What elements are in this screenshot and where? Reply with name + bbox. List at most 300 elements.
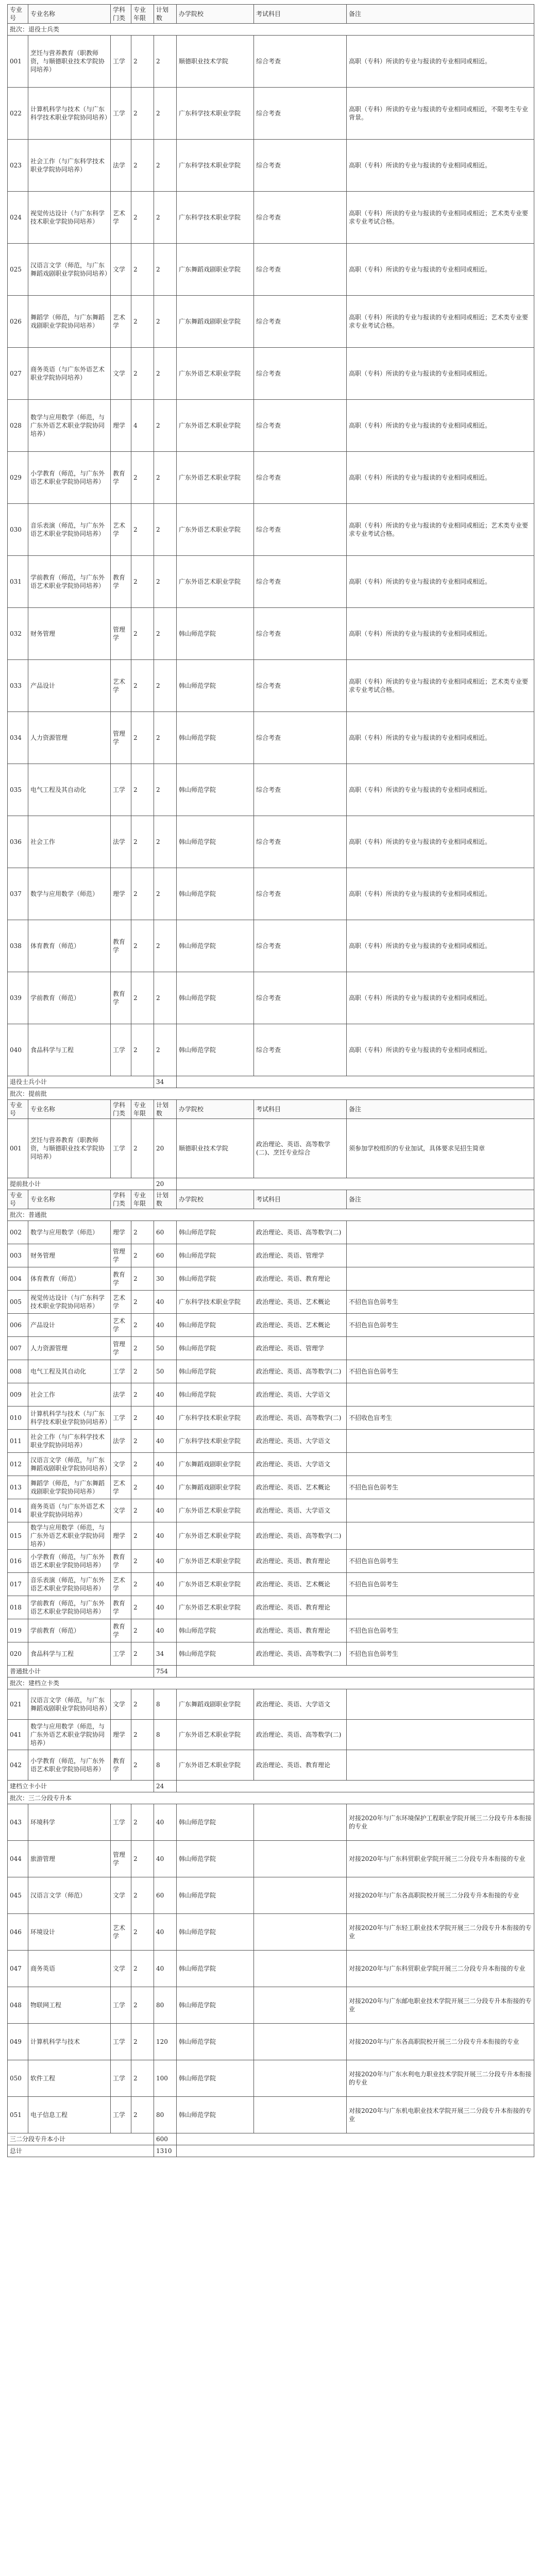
cell-duration: 2 <box>131 88 154 140</box>
cell-notes: 高职（专科）所读的专业与报读的专业相同或相近。 <box>347 452 534 504</box>
cell-school: 顺德职业技术学院 <box>177 36 254 88</box>
cell-category: 法学 <box>111 1383 131 1406</box>
cell-category: 管理学 <box>111 712 131 764</box>
table-row <box>8 1720 534 1750</box>
cell-exam: 综合考查 <box>254 816 347 868</box>
cell-plan: 2 <box>154 920 177 972</box>
grand-total <box>8 2145 534 2157</box>
cell-plan: 2 <box>154 608 177 660</box>
cell-school: 广东外语艺术职业学院 <box>177 348 254 400</box>
cell-category: 艺术学 <box>111 1314 131 1337</box>
cell-duration: 2 <box>131 1689 154 1720</box>
cell-exam: 政治理论、英语、艺术概论 <box>254 1314 347 1337</box>
cell-plan: 40 <box>154 1596 177 1619</box>
cell-code: 013 <box>8 1476 28 1499</box>
cell-plan: 60 <box>154 1221 177 1244</box>
cell-duration: 2 <box>131 1720 154 1750</box>
cell-exam: 政治理论、英语、艺术概论 <box>254 1476 347 1499</box>
cell-name: 旅游管理 <box>28 1841 111 1877</box>
table-row <box>8 816 534 868</box>
cell-exam: 综合考查 <box>254 920 347 972</box>
subtotal-regular <box>8 1666 534 1677</box>
cell-name: 商务英语（与广东外语艺术职业学院协同培养） <box>28 1499 111 1522</box>
cell-code: 039 <box>8 972 28 1024</box>
cell-duration: 2 <box>131 2097 154 2133</box>
table-row <box>8 192 534 244</box>
cell-plan: 30 <box>154 1267 177 1291</box>
cell-duration: 2 <box>131 244 154 296</box>
cell-exam: 政治理论、英语、大学语文 <box>254 1499 347 1522</box>
cell-school: 韩山师范学院 <box>177 972 254 1024</box>
subtotal-early-blank <box>177 1178 534 1190</box>
cell-notes: 不招色盲色弱考生 <box>347 1291 534 1314</box>
cell-school: 韩山师范学院 <box>177 1642 254 1666</box>
cell-exam: 政治理论、英语、高等数学(二) <box>254 1221 347 1244</box>
cell-notes: 高职（专科）所读的专业与报读的专业相同或相近。 <box>347 764 534 816</box>
cell-category: 工学 <box>111 1119 131 1178</box>
cell-plan: 2 <box>154 1024 177 1076</box>
table-row <box>8 1337 534 1360</box>
table-row <box>8 660 534 712</box>
cell-duration: 2 <box>131 868 154 920</box>
cell-duration: 2 <box>131 1804 154 1841</box>
table-row <box>8 1689 534 1720</box>
cell-duration: 2 <box>131 1750 154 1781</box>
cell-name: 社会工作（与广东科学技术职业学院协同培养） <box>28 1430 111 1453</box>
cell-plan: 2 <box>154 764 177 816</box>
cell-exam <box>254 1987 347 2024</box>
cell-plan: 20 <box>154 1119 177 1178</box>
cell-notes <box>347 1499 534 1522</box>
cell-exam <box>254 1877 347 1914</box>
cell-duration: 2 <box>131 1841 154 1877</box>
header-school: 办学院校 <box>177 5 254 24</box>
cell-duration: 2 <box>131 348 154 400</box>
table-row <box>8 1314 534 1337</box>
table-row <box>8 2060 534 2097</box>
cell-school: 韩山师范学院 <box>177 1337 254 1360</box>
subtotal-poverty-blank <box>177 1781 534 1792</box>
cell-school: 韩山师范学院 <box>177 1804 254 1841</box>
header-exam: 考试科目 <box>254 1190 347 1209</box>
header-school: 办学院校 <box>177 1190 254 1209</box>
header-notes: 备注 <box>347 1190 534 1209</box>
cell-exam: 政治理论、英语、教育理论 <box>254 1596 347 1619</box>
cell-duration: 2 <box>131 1291 154 1314</box>
table-row <box>8 2097 534 2133</box>
cell-school: 广东科学技术职业学院 <box>177 1430 254 1453</box>
cell-category: 管理学 <box>111 608 131 660</box>
cell-exam: 综合考查 <box>254 452 347 504</box>
cell-exam <box>254 1914 347 1951</box>
cell-duration: 2 <box>131 1337 154 1360</box>
cell-plan: 120 <box>154 2024 177 2060</box>
cell-notes: 对接2020年与广东科贸职业学院开展三二分段专升本衔接的专业 <box>347 1951 534 1987</box>
header-duration: 专业年限 <box>131 5 154 24</box>
cell-plan: 2 <box>154 36 177 88</box>
cell-school: 韩山师范学院 <box>177 712 254 764</box>
cell-code: 028 <box>8 400 28 452</box>
cell-code: 050 <box>8 2060 28 2097</box>
cell-school: 韩山师范学院 <box>177 1024 254 1076</box>
cell-plan: 40 <box>154 1804 177 1841</box>
cell-plan: 2 <box>154 556 177 608</box>
section-early-label: 批次：提前批 <box>8 1088 534 1100</box>
cell-code: 035 <box>8 764 28 816</box>
cell-notes: 不招色盲色弱考生 <box>347 1573 534 1596</box>
cell-category: 艺术学 <box>111 1291 131 1314</box>
cell-plan: 40 <box>154 1314 177 1337</box>
cell-category: 工学 <box>111 1024 131 1076</box>
cell-plan: 60 <box>154 1244 177 1267</box>
cell-exam: 政治理论、英语、教育理论 <box>254 1550 347 1573</box>
cell-duration: 2 <box>131 1619 154 1642</box>
cell-exam: 综合考查 <box>254 712 347 764</box>
cell-name: 学前教育（师范） <box>28 1619 111 1642</box>
cell-school: 韩山师范学院 <box>177 1951 254 1987</box>
cell-exam <box>254 1951 347 1987</box>
cell-category: 工学 <box>111 1406 131 1430</box>
cell-duration: 2 <box>131 1244 154 1267</box>
cell-notes: 对接2020年与广东机电职业技术学院开展三二分段专升本衔接的专业 <box>347 2097 534 2133</box>
cell-name: 计算机科学与技术（与广东科学技术职业学院协同培养） <box>28 88 111 140</box>
cell-name: 数学与应用数学（师范） <box>28 1221 111 1244</box>
cell-notes: 高职（专科）所读的专业与报读的专业相同或相近。 <box>347 556 534 608</box>
cell-category: 工学 <box>111 1987 131 2024</box>
cell-notes: 不招色盲色弱考生 <box>347 1642 534 1666</box>
header-code: 专业号 <box>8 1100 28 1119</box>
cell-plan: 8 <box>154 1750 177 1781</box>
table-row <box>8 1841 534 1877</box>
cell-school: 韩山师范学院 <box>177 1360 254 1383</box>
cell-plan: 40 <box>154 1619 177 1642</box>
cell-category: 法学 <box>111 1430 131 1453</box>
cell-school: 韩山师范学院 <box>177 1314 254 1337</box>
cell-category: 教育学 <box>111 452 131 504</box>
cell-school: 韩山师范学院 <box>177 868 254 920</box>
cell-plan: 2 <box>154 868 177 920</box>
cell-name: 食品科学与工程 <box>28 1642 111 1666</box>
cell-duration: 2 <box>131 1550 154 1573</box>
table-row <box>8 140 534 192</box>
cell-school: 广东科学技术职业学院 <box>177 192 254 244</box>
cell-duration: 2 <box>131 1221 154 1244</box>
cell-school: 韩山师范学院 <box>177 1877 254 1914</box>
cell-school: 顺德职业技术学院 <box>177 1119 254 1178</box>
cell-name: 数学与应用数学（师范，与广东外语艺术职业学院协同培养） <box>28 1522 111 1550</box>
cell-school: 韩山师范学院 <box>177 1987 254 2024</box>
grand-total-blank <box>177 2145 534 2157</box>
cell-code: 030 <box>8 504 28 556</box>
cell-name: 小学教育（师范，与广东外语艺术职业学院协同培养） <box>28 452 111 504</box>
cell-category: 文学 <box>111 1499 131 1522</box>
cell-notes <box>347 1750 534 1781</box>
cell-code: 037 <box>8 868 28 920</box>
cell-notes: 高职（专科）所读的专业与报读的专业相同或相近。 <box>347 1024 534 1076</box>
cell-duration: 2 <box>131 556 154 608</box>
cell-school: 广东外语艺术职业学院 <box>177 1522 254 1550</box>
header-code: 专业号 <box>8 5 28 24</box>
cell-notes <box>347 1596 534 1619</box>
cell-code: 008 <box>8 1360 28 1383</box>
cell-school: 广东外语艺术职业学院 <box>177 1573 254 1596</box>
cell-school: 韩山师范学院 <box>177 660 254 712</box>
cell-code: 018 <box>8 1596 28 1619</box>
section-regular-label: 批次：普通批 <box>8 1209 534 1221</box>
cell-code: 042 <box>8 1750 28 1781</box>
cell-notes: 高职（专科）所读的专业与报读的专业相同或相近。 <box>347 608 534 660</box>
cell-duration: 2 <box>131 816 154 868</box>
cell-duration: 2 <box>131 1596 154 1619</box>
cell-category: 工学 <box>111 1804 131 1841</box>
header-name: 专业名称 <box>28 5 111 24</box>
table-row <box>8 1430 534 1453</box>
cell-code: 027 <box>8 348 28 400</box>
cell-category: 理学 <box>111 400 131 452</box>
subtotal-poverty-value: 24 <box>154 1781 177 1792</box>
cell-school: 广东科学技术职业学院 <box>177 88 254 140</box>
table-row <box>8 1406 534 1430</box>
cell-plan: 2 <box>154 244 177 296</box>
cell-code: 016 <box>8 1550 28 1573</box>
cell-name: 人力资源管理 <box>28 1337 111 1360</box>
cell-category: 文学 <box>111 1951 131 1987</box>
cell-notes: 不招色盲色弱考生 <box>347 1476 534 1499</box>
cell-name: 产品设计 <box>28 1314 111 1337</box>
cell-plan: 2 <box>154 296 177 348</box>
table-row <box>8 1221 534 1244</box>
cell-notes: 对接2020年与广东环境保护工程职业学院开展三二分段专升本衔接的专业 <box>347 1804 534 1841</box>
cell-plan: 50 <box>154 1360 177 1383</box>
cell-code: 005 <box>8 1291 28 1314</box>
cell-notes: 对接2020年与广东邮电职业技术学院开展三二分段专升本衔接的专业 <box>347 1987 534 2024</box>
cell-duration: 2 <box>131 1914 154 1951</box>
header-code: 专业号 <box>8 1190 28 1209</box>
cell-notes <box>347 1522 534 1550</box>
cell-exam: 政治理论、英语、管理学 <box>254 1244 347 1267</box>
cell-notes: 高职（专科）所读的专业与报读的专业相同或相近。 <box>347 400 534 452</box>
cell-duration: 2 <box>131 1522 154 1550</box>
cell-duration: 2 <box>131 2060 154 2097</box>
cell-category: 文学 <box>111 348 131 400</box>
cell-school: 韩山师范学院 <box>177 920 254 972</box>
cell-duration: 2 <box>131 1360 154 1383</box>
cell-category: 工学 <box>111 88 131 140</box>
cell-plan: 2 <box>154 972 177 1024</box>
cell-notes: 对接2020年与广东轻工职业技术学院开展三二分段专升本衔接的专业 <box>347 1914 534 1951</box>
table-row <box>8 1573 534 1596</box>
cell-notes: 高职（专科）所读的专业与报读的专业相同或相近；艺术类专业要求专业考试合格。 <box>347 192 534 244</box>
cell-code: 014 <box>8 1499 28 1522</box>
table-row <box>8 36 534 88</box>
cell-school: 广东外语艺术职业学院 <box>177 1550 254 1573</box>
cell-notes: 不招色盲色弱考生 <box>347 1619 534 1642</box>
cell-exam: 政治理论、英语、高等数学(二) <box>254 1360 347 1383</box>
cell-plan: 34 <box>154 1642 177 1666</box>
cell-category: 教育学 <box>111 1267 131 1291</box>
cell-duration: 2 <box>131 764 154 816</box>
cell-code: 015 <box>8 1522 28 1550</box>
cell-exam: 综合考查 <box>254 348 347 400</box>
cell-exam: 综合考查 <box>254 504 347 556</box>
grand-total-value: 1310 <box>154 2145 177 2157</box>
subtotal-segmented-blank <box>177 2133 534 2145</box>
table-row <box>8 1951 534 1987</box>
cell-duration: 4 <box>131 400 154 452</box>
cell-duration: 2 <box>131 1573 154 1596</box>
cell-code: 001 <box>8 1119 28 1178</box>
cell-school: 广东舞蹈戏剧职业学院 <box>177 1689 254 1720</box>
cell-notes: 高职（专科）所读的专业与报读的专业相同或相近；艺术类专业要求专业考试合格。 <box>347 296 534 348</box>
cell-code: 017 <box>8 1573 28 1596</box>
table-row <box>8 2024 534 2060</box>
table-row <box>8 608 534 660</box>
cell-name: 环境科学 <box>28 1804 111 1841</box>
cell-duration: 2 <box>131 192 154 244</box>
cell-exam: 综合考查 <box>254 140 347 192</box>
cell-plan: 60 <box>154 1877 177 1914</box>
cell-notes: 不招色盲色弱考生 <box>347 1360 534 1383</box>
cell-notes: 高职（专科）所读的专业与报读的专业相同或相近；艺术类专业要求专业考试合格。 <box>347 660 534 712</box>
subtotal-veteran-value: 34 <box>154 1076 177 1088</box>
cell-duration: 2 <box>131 608 154 660</box>
table-row <box>8 1360 534 1383</box>
cell-school: 韩山师范学院 <box>177 1841 254 1877</box>
cell-school: 广东科学技术职业学院 <box>177 140 254 192</box>
cell-code: 001 <box>8 36 28 88</box>
cell-category: 管理学 <box>111 1841 131 1877</box>
table-row <box>8 556 534 608</box>
subtotal-early-label: 提前批小计 <box>8 1178 154 1190</box>
cell-name: 电子信息工程 <box>28 2097 111 2133</box>
cell-code: 010 <box>8 1406 28 1430</box>
cell-school: 广东外语艺术职业学院 <box>177 504 254 556</box>
cell-category: 教育学 <box>111 1619 131 1642</box>
cell-name: 学前教育（师范） <box>28 972 111 1024</box>
cell-code: 007 <box>8 1337 28 1360</box>
cell-category: 艺术学 <box>111 1573 131 1596</box>
cell-name: 数学与应用数学（师范） <box>28 868 111 920</box>
cell-notes: 高职（专科）所读的专业与报读的专业相同或相近，不限考生专业背景。 <box>347 88 534 140</box>
table-row <box>8 1596 534 1619</box>
cell-duration: 2 <box>131 972 154 1024</box>
cell-category: 教育学 <box>111 972 131 1024</box>
cell-name: 财务管理 <box>28 608 111 660</box>
subtotal-early-value: 20 <box>154 1178 177 1190</box>
cell-category: 艺术学 <box>111 1476 131 1499</box>
table-row <box>8 1550 534 1573</box>
cell-category: 工学 <box>111 36 131 88</box>
cell-plan: 80 <box>154 1987 177 2024</box>
cell-code: 049 <box>8 2024 28 2060</box>
plan-table-body <box>8 5 534 2157</box>
cell-code: 047 <box>8 1951 28 1987</box>
section-poverty <box>8 1677 534 1689</box>
table-row <box>8 452 534 504</box>
cell-duration: 2 <box>131 1430 154 1453</box>
cell-exam: 政治理论、英语、高等数学(二)、烹饪专业综合 <box>254 1119 347 1178</box>
table-row <box>8 400 534 452</box>
cell-notes: 高职（专科）所读的专业与报读的专业相同或相近。 <box>347 244 534 296</box>
cell-category: 文学 <box>111 244 131 296</box>
cell-exam: 政治理论、英语、大学语文 <box>254 1430 347 1453</box>
cell-duration: 2 <box>131 36 154 88</box>
cell-code: 048 <box>8 1987 28 2024</box>
cell-category: 教育学 <box>111 556 131 608</box>
cell-duration: 2 <box>131 1383 154 1406</box>
cell-plan: 2 <box>154 712 177 764</box>
cell-school: 广东舞蹈戏剧职业学院 <box>177 1453 254 1476</box>
cell-exam: 政治理论、英语、教育理论 <box>254 1267 347 1291</box>
header-plan: 计划数 <box>154 1100 177 1119</box>
cell-name: 社会工作 <box>28 1383 111 1406</box>
header-name: 专业名称 <box>28 1190 111 1209</box>
cell-name: 体育教育（师范） <box>28 920 111 972</box>
cell-duration: 2 <box>131 1877 154 1914</box>
cell-category: 教育学 <box>111 1550 131 1573</box>
subtotal-veteran-blank <box>177 1076 534 1088</box>
subtotal-poverty <box>8 1781 534 1792</box>
cell-category: 艺术学 <box>111 296 131 348</box>
table-row <box>8 1119 534 1178</box>
cell-duration: 2 <box>131 1987 154 2024</box>
cell-plan: 2 <box>154 400 177 452</box>
cell-exam: 综合考查 <box>254 972 347 1024</box>
cell-exam: 政治理论、英语、艺术概论 <box>254 1291 347 1314</box>
cell-school: 广东舞蹈戏剧职业学院 <box>177 244 254 296</box>
cell-category: 管理学 <box>111 1337 131 1360</box>
cell-name: 食品科学与工程 <box>28 1024 111 1076</box>
cell-notes <box>347 1689 534 1720</box>
cell-notes <box>347 1383 534 1406</box>
table-row <box>8 504 534 556</box>
cell-notes: 对接2020年与广东科贸职业学院开展三二分段专升本衔接的专业 <box>347 1841 534 1877</box>
cell-notes: 高职（专科）所读的专业与报读的专业相同或相近。 <box>347 868 534 920</box>
cell-name: 学前教育（师范，与广东外语艺术职业学院协同培养） <box>28 556 111 608</box>
cell-code: 003 <box>8 1244 28 1267</box>
subtotal-veteran-label: 退役士兵小计 <box>8 1076 154 1088</box>
header-row <box>8 5 534 24</box>
cell-exam <box>254 2060 347 2097</box>
cell-exam: 政治理论、英语、教育理论 <box>254 1619 347 1642</box>
cell-exam: 综合考查 <box>254 764 347 816</box>
cell-code: 036 <box>8 816 28 868</box>
subtotal-regular-blank <box>177 1666 534 1677</box>
cell-notes: 高职（专科）所读的专业与报读的专业相同或相近。 <box>347 712 534 764</box>
table-row <box>8 1804 534 1841</box>
cell-notes: 高职（专科）所读的专业与报读的专业相同或相近。 <box>347 348 534 400</box>
cell-category: 法学 <box>111 816 131 868</box>
cell-code: 051 <box>8 2097 28 2133</box>
admission-plan-document <box>7 4 534 2157</box>
section-regular <box>8 1209 534 1221</box>
cell-notes: 不招色盲色弱考生 <box>347 1550 534 1573</box>
cell-code: 043 <box>8 1804 28 1841</box>
cell-school: 韩山师范学院 <box>177 608 254 660</box>
cell-duration: 2 <box>131 2024 154 2060</box>
cell-exam: 综合考查 <box>254 296 347 348</box>
cell-notes: 高职（专科）所读的专业与报读的专业相同或相近；艺术类专业要求专业考试合格。 <box>347 504 534 556</box>
header-plan: 计划数 <box>154 5 177 24</box>
cell-code: 022 <box>8 88 28 140</box>
cell-school: 韩山师范学院 <box>177 1383 254 1406</box>
cell-duration: 2 <box>131 1267 154 1291</box>
cell-category: 艺术学 <box>111 660 131 712</box>
cell-plan: 40 <box>154 1914 177 1951</box>
subtotal-veteran <box>8 1076 534 1088</box>
cell-code: 040 <box>8 1024 28 1076</box>
cell-duration: 2 <box>131 1024 154 1076</box>
